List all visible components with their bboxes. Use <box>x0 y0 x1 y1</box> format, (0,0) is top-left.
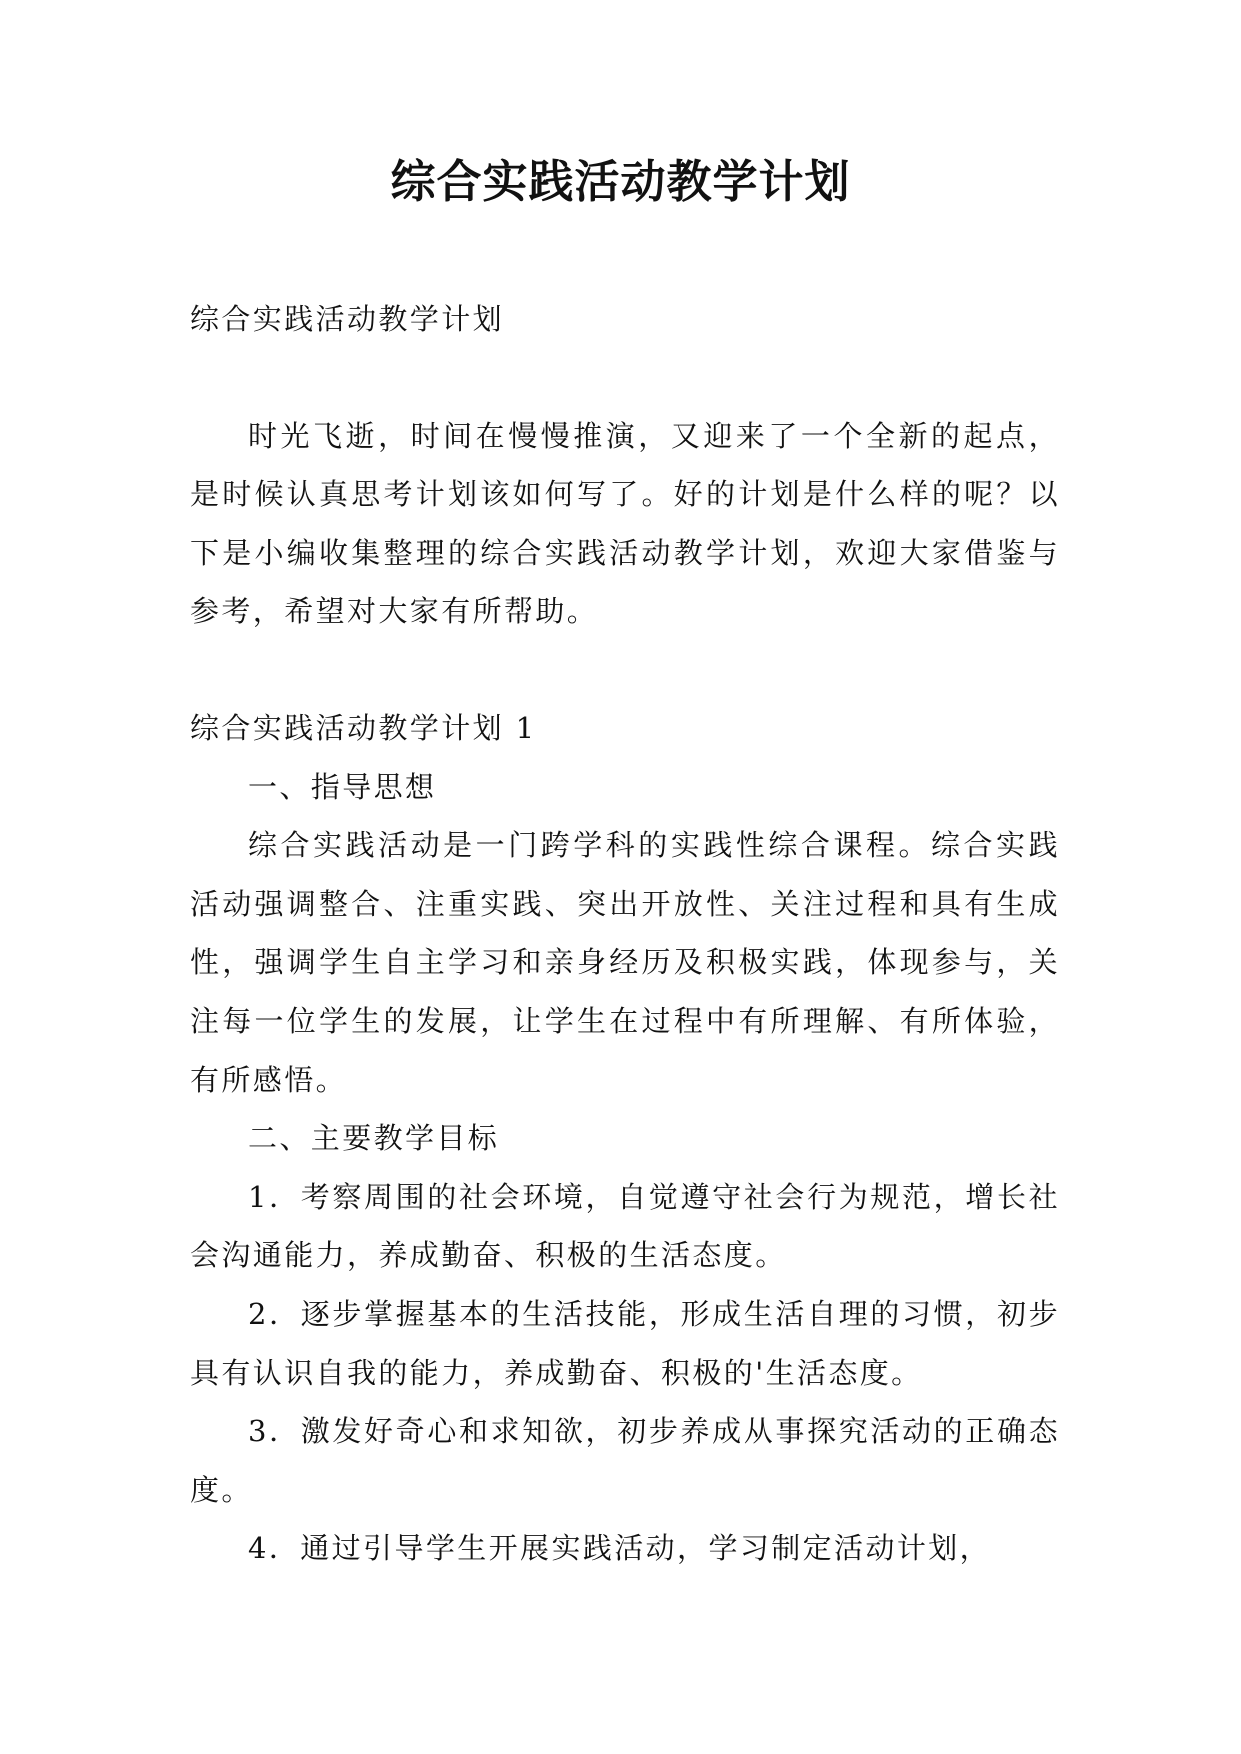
goal-item: 3．激发好奇心和求知欲，初步养成从事探究活动的正确态度。 <box>190 1414 1060 1507</box>
section-heading-guiding-ideology: 一、指导思想 <box>248 769 437 804</box>
guiding-ideology-paragraph: 综合实践活动是一门跨学科的实践性综合课程。综合实践活动强调整合、注重实践、突出开放性、关注过程和具有生成性，强调学生自主学习和亲身经历及积极实践，体现参与，关注每一位学生的发展，让学生在过程中有所理解、有所体验，有所感悟。 <box>190 828 1060 1097</box>
goal-item: 4．通过引导学生开展实践活动，学习制定活动计划， <box>248 1531 992 1566</box>
goal-item: 1．考察周围的社会环境，自觉遵守社会行为规范，增长社会沟通能力，养成勤奋、积极的生活态度。 <box>190 1179 1060 1273</box>
goal-item: 2．逐步掌握基本的生活技能，形成生活自理的习惯，初步具有认识自我的能力，养成勤奋、积极的'生活态度。 <box>190 1296 1060 1390</box>
intro-paragraph: 时光飞逝，时间在慢慢推演，又迎来了一个全新的起点，是时候认真思考计划该如何写了。好的计划是什么样的呢？以下是小编收集整理的综合实践活动教学计划，欢迎大家借鉴与参考，希望对大家有所帮助。 <box>190 418 1060 629</box>
spacer <box>190 641 1060 699</box>
spacer <box>190 349 1060 407</box>
document-subtitle: 综合实践活动教学计划 <box>190 302 505 336</box>
section-heading-teaching-goals: 二、主要教学目标 <box>248 1121 500 1156</box>
document-title: 综合实践活动教学计划 <box>390 155 851 208</box>
document-body <box>190 290 1060 1578</box>
section-title: 综合实践活动教学计划 1 <box>190 710 537 745</box>
